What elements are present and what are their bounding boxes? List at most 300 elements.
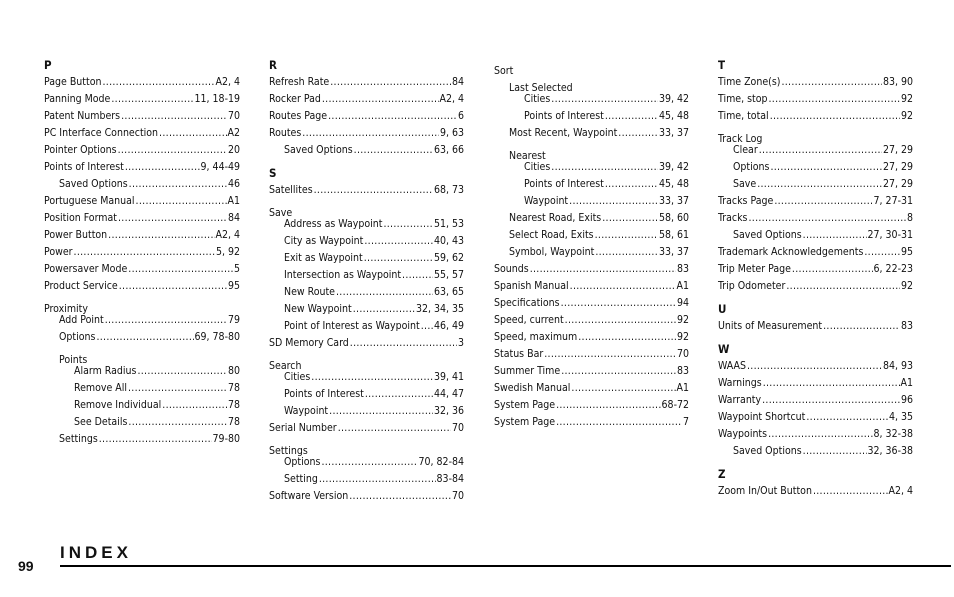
- dot-leader: [137, 363, 227, 380]
- entry-pages: 95: [227, 280, 240, 292]
- dot-leader: [321, 454, 417, 471]
- index-entry: [44, 380, 240, 397]
- dot-leader: [556, 397, 660, 414]
- dot-leader: [544, 346, 676, 363]
- entry-label: Speed, maximum: [494, 331, 578, 343]
- index-entry: [718, 426, 913, 443]
- entry-label: Saved Options: [59, 178, 128, 190]
- dot-leader: [99, 431, 212, 448]
- dot-leader: [565, 312, 676, 329]
- entry-label: Swedish Manual: [494, 382, 571, 394]
- dot-leader: [88, 346, 239, 363]
- entry-pages: 63, 66: [433, 144, 464, 156]
- entry-label: Remove Individual: [74, 399, 162, 411]
- index-entry: [494, 380, 689, 397]
- dot-leader: [762, 392, 900, 409]
- entry-label: Save: [269, 207, 293, 219]
- dot-leader: [561, 363, 676, 380]
- entry-pages: 32, 34, 35: [415, 303, 464, 315]
- index-entry: [44, 312, 240, 329]
- entry-label: Search: [269, 360, 302, 372]
- dot-leader: [128, 380, 227, 397]
- section-letter: S: [269, 166, 277, 180]
- entry-pages: 58, 61: [658, 229, 689, 241]
- entry-pages: 83: [676, 365, 689, 377]
- section-letter: T: [718, 58, 726, 72]
- dot-leader: [89, 295, 239, 312]
- entry-label: PC Interface Connection: [44, 127, 159, 139]
- dot-leader: [108, 227, 214, 244]
- index-entry: [44, 414, 240, 431]
- dot-leader: [74, 244, 215, 261]
- entry-pages: 46: [227, 178, 240, 190]
- entry-label: Waypoint: [284, 405, 329, 417]
- entry-label: Points: [59, 354, 88, 366]
- entry-label: Saved Options: [284, 144, 353, 156]
- index-entry: [718, 227, 913, 244]
- entry-pages: 70: [227, 110, 240, 122]
- index-entry: [718, 108, 913, 125]
- dot-leader: [350, 335, 457, 352]
- index-entry: [718, 193, 913, 210]
- entry-pages: A1: [676, 382, 689, 394]
- index-entry: [494, 193, 689, 210]
- dot-leader: [595, 244, 658, 261]
- entry-pages: 11, 18-19: [194, 93, 240, 105]
- index-entry: [269, 403, 464, 420]
- entry-label: Track Log: [718, 133, 763, 145]
- entry-label: Status Bar: [494, 348, 544, 360]
- index-entry: [44, 431, 240, 448]
- entry-pages: 83: [900, 320, 913, 332]
- entry-pages: 83-84: [436, 473, 464, 485]
- entry-pages: 45, 48: [658, 178, 689, 190]
- entry-label: Points of Interest: [284, 388, 364, 400]
- entry-pages: 95: [900, 246, 913, 258]
- index-entry: [44, 193, 240, 210]
- dot-leader: [770, 108, 900, 125]
- entry-pages: 39, 42: [658, 93, 689, 105]
- dot-leader: [768, 426, 872, 443]
- entry-pages: 80: [227, 365, 240, 377]
- entry-pages: 4, 35: [888, 411, 913, 423]
- index-entry: [44, 295, 240, 315]
- index-entry: [494, 397, 689, 414]
- dot-leader: [823, 318, 900, 335]
- index-entry: [269, 488, 464, 505]
- entry-pages: 92: [900, 93, 913, 105]
- dot-leader: [302, 352, 463, 369]
- entry-label: Symbol, Waypoint: [509, 246, 595, 258]
- entry-pages: 32, 36-38: [867, 445, 913, 457]
- index-entry: [44, 244, 240, 261]
- entry-label: Serial Number: [269, 422, 337, 434]
- entry-pages: 7: [682, 416, 689, 428]
- index-entry: [494, 91, 689, 108]
- index-entry: [44, 125, 240, 142]
- dot-leader: [129, 176, 227, 193]
- entry-label: Saved Options: [733, 445, 802, 457]
- entry-label: Address as Waypoint: [284, 218, 383, 230]
- dot-leader: [302, 125, 439, 142]
- index-entry: [44, 363, 240, 380]
- entry-label: Summer Time: [494, 365, 561, 377]
- index-entry: [494, 159, 689, 176]
- index-entry: [494, 295, 689, 312]
- index-entry: [269, 420, 464, 437]
- index-entry: [269, 267, 464, 284]
- index-entry: [494, 312, 689, 329]
- dot-leader: [354, 142, 433, 159]
- entry-pages: 27, 30-31: [867, 229, 913, 241]
- entry-label: Portuguese Manual: [44, 195, 135, 207]
- entry-label: Nearest: [509, 150, 546, 162]
- dot-leader: [763, 125, 912, 142]
- entry-pages: 84: [227, 212, 240, 224]
- entry-label: Points of Interest: [44, 161, 124, 173]
- index-entry: [718, 409, 913, 426]
- dot-leader: [125, 159, 200, 176]
- entry-label: Save: [733, 178, 757, 190]
- dot-leader: [311, 369, 433, 386]
- dot-leader: [96, 329, 193, 346]
- entry-label: Powersaver Mode: [44, 263, 128, 275]
- dot-leader: [364, 233, 433, 250]
- section-letter: R: [269, 58, 277, 72]
- dot-leader: [118, 142, 227, 159]
- entry-label: Intersection as Waypoint: [284, 269, 402, 281]
- dot-leader: [570, 278, 676, 295]
- entry-pages: 83: [676, 263, 689, 275]
- index-entry: [44, 159, 240, 176]
- dot-leader: [319, 471, 436, 488]
- entry-label: See Details: [74, 416, 128, 428]
- entry-pages: A1: [900, 377, 913, 389]
- entry-pages: 96: [900, 394, 913, 406]
- dot-leader: [322, 91, 439, 108]
- index-entry: [718, 278, 913, 295]
- entry-pages: 9, 63: [439, 127, 464, 139]
- index-entry: [269, 284, 464, 301]
- entry-pages: 69, 78-80: [194, 331, 240, 343]
- index-entry: [494, 329, 689, 346]
- entry-label: Points of Interest: [524, 110, 604, 122]
- dot-leader: [806, 409, 888, 426]
- dot-leader: [578, 329, 676, 346]
- dot-leader: [803, 443, 867, 460]
- index-entry: [718, 159, 913, 176]
- dot-leader: [551, 91, 658, 108]
- dot-leader: [786, 278, 900, 295]
- dot-leader: [330, 74, 451, 91]
- index-entry: [494, 227, 689, 244]
- entry-pages: 79: [227, 314, 240, 326]
- entry-pages: 70: [451, 422, 464, 434]
- entry-label: Spanish Manual: [494, 280, 569, 292]
- entry-label: SD Memory Card: [269, 337, 349, 349]
- entry-label: WAAS: [718, 360, 746, 372]
- entry-label: Satellites: [269, 184, 313, 196]
- entry-label: Units of Measurement: [718, 320, 823, 332]
- index-entry: [494, 108, 689, 125]
- entry-pages: 78: [227, 399, 240, 411]
- entry-label: Settings: [269, 445, 308, 457]
- entry-pages: A1: [227, 195, 240, 207]
- entry-label: Routes: [269, 127, 302, 139]
- index-entry: [718, 244, 913, 261]
- entry-label: Options: [733, 161, 770, 173]
- entry-label: Refresh Rate: [269, 76, 330, 88]
- entry-label: Specifications: [494, 297, 560, 309]
- dot-leader: [774, 193, 872, 210]
- dot-leader: [402, 267, 433, 284]
- index-entry: [269, 335, 464, 352]
- dot-leader: [605, 176, 658, 193]
- entry-label: Page Button: [44, 76, 102, 88]
- index-entry: [44, 176, 240, 193]
- entry-pages: A2, 4: [215, 76, 240, 88]
- entry-label: Cities: [524, 93, 551, 105]
- index-entry: [494, 278, 689, 295]
- entry-label: Options: [284, 456, 321, 468]
- section-letter: Z: [718, 467, 726, 481]
- dot-leader: [314, 182, 433, 199]
- dot-leader: [118, 210, 227, 227]
- index-entry: [44, 91, 240, 108]
- entry-label: Routes Page: [269, 110, 328, 122]
- entry-label: Rocker Pad: [269, 93, 321, 105]
- index-entry: [269, 437, 464, 457]
- entry-label: Position Format: [44, 212, 117, 224]
- page-number: 99: [18, 558, 34, 574]
- entry-pages: 92: [900, 110, 913, 122]
- entry-pages: 92: [676, 331, 689, 343]
- index-entry: [718, 125, 913, 145]
- entry-label: Waypoints: [718, 428, 768, 440]
- index-entry: [269, 91, 464, 108]
- index-entry: [718, 443, 913, 460]
- index-entry: [494, 142, 689, 162]
- dot-leader: [309, 437, 463, 454]
- entry-label: Patent Numbers: [44, 110, 121, 122]
- dot-leader: [364, 250, 433, 267]
- dot-leader: [162, 397, 227, 414]
- dot-leader: [159, 125, 226, 142]
- index-entry: [44, 329, 240, 346]
- entry-label: Exit as Waypoint: [284, 252, 363, 264]
- dot-leader: [128, 261, 233, 278]
- dot-leader: [121, 108, 227, 125]
- index-column-3: [494, 57, 689, 431]
- dot-leader: [769, 91, 900, 108]
- entry-pages: 70: [451, 490, 464, 502]
- entry-label: System Page: [494, 416, 556, 428]
- index-entry: [44, 346, 240, 366]
- entry-label: Time Zone(s): [718, 76, 781, 88]
- entry-label: Last Selected: [509, 82, 573, 94]
- entry-pages: 27, 29: [882, 161, 913, 173]
- entry-pages: A1: [676, 280, 689, 292]
- entry-label: Tracks Page: [718, 195, 774, 207]
- entry-pages: A2, 4: [888, 485, 913, 497]
- entry-label: Point of Interest as Waypoint: [284, 320, 420, 332]
- dot-leader: [595, 227, 658, 244]
- dot-leader: [747, 358, 882, 375]
- entry-pages: 44, 47: [433, 388, 464, 400]
- index-column-1: [44, 57, 240, 448]
- index-entry: [269, 318, 464, 335]
- entry-label: Add Point: [59, 314, 104, 326]
- entry-pages: 8: [906, 212, 913, 224]
- dot-leader: [763, 375, 900, 392]
- dot-leader: [514, 57, 688, 74]
- index-entry: [269, 454, 464, 471]
- entry-pages: 70, 82-84: [418, 456, 464, 468]
- index-entry: [44, 210, 240, 227]
- index-entry: [269, 471, 464, 488]
- index-entry: [269, 125, 464, 142]
- index-entry: [718, 358, 913, 375]
- entry-label: Proximity: [44, 303, 88, 315]
- index-entry: [494, 261, 689, 278]
- entry-label: Setting: [284, 473, 318, 485]
- index-entry: [44, 227, 240, 244]
- entry-label: Waypoint Shortcut: [718, 411, 806, 423]
- dot-leader: [813, 483, 888, 500]
- index-entry: [494, 74, 689, 94]
- entry-pages: 68-72: [661, 399, 689, 411]
- entry-pages: A2, 4: [215, 229, 240, 241]
- dot-leader: [136, 193, 227, 210]
- entry-label: City as Waypoint: [284, 235, 364, 247]
- entry-pages: 92: [676, 314, 689, 326]
- dot-leader: [605, 108, 658, 125]
- dot-leader: [338, 420, 451, 437]
- index-entry: [494, 244, 689, 261]
- index-entry: [269, 216, 464, 233]
- index-entry: [44, 74, 240, 91]
- index-entry: [718, 375, 913, 392]
- entry-pages: 39, 41: [433, 371, 464, 383]
- entry-label: Speed, current: [494, 314, 564, 326]
- entry-pages: A2, 4: [439, 93, 464, 105]
- index-entry: [269, 74, 464, 91]
- entry-label: Waypoint: [524, 195, 569, 207]
- entry-pages: 40, 43: [433, 235, 464, 247]
- entry-pages: 92: [900, 280, 913, 292]
- entry-pages: 6: [457, 110, 464, 122]
- index-entry: [494, 346, 689, 363]
- entry-pages: 27, 29: [882, 178, 913, 190]
- dot-leader: [328, 108, 457, 125]
- entry-label: Power Button: [44, 229, 108, 241]
- entry-pages: 94: [676, 297, 689, 309]
- dot-leader: [556, 414, 682, 431]
- entry-label: Sounds: [494, 263, 529, 275]
- entry-pages: 63, 65: [433, 286, 464, 298]
- entry-pages: 84: [451, 76, 464, 88]
- entry-label: Power: [44, 246, 73, 258]
- index-entry: [269, 369, 464, 386]
- dot-leader: [421, 318, 433, 335]
- entry-label: Pointer Options: [44, 144, 117, 156]
- entry-label: Zoom In/Out Button: [718, 485, 812, 497]
- entry-label: New Waypoint: [284, 303, 352, 315]
- index-entry: [494, 210, 689, 227]
- dot-leader: [574, 74, 688, 91]
- dot-leader: [353, 301, 415, 318]
- entry-pages: 8, 32-38: [873, 428, 913, 440]
- section-title: INDEX: [60, 543, 132, 562]
- entry-label: System Page: [494, 399, 556, 411]
- entry-label: Time, total: [718, 110, 769, 122]
- entry-label: Nearest Road, Exits: [509, 212, 602, 224]
- entry-label: Tracks: [718, 212, 748, 224]
- entry-pages: 70: [676, 348, 689, 360]
- entry-label: Clear: [733, 144, 758, 156]
- index-entry: [718, 176, 913, 193]
- entry-pages: 3: [457, 337, 464, 349]
- entry-label: Select Road, Exits: [509, 229, 594, 241]
- entry-pages: 33, 37: [658, 246, 689, 258]
- dot-leader: [365, 386, 433, 403]
- entry-label: Warranty: [718, 394, 762, 406]
- index-entry: [718, 142, 913, 159]
- entry-pages: 45, 48: [658, 110, 689, 122]
- index-entry: [269, 182, 464, 199]
- dot-leader: [602, 210, 658, 227]
- index-entry: [44, 397, 240, 414]
- entry-label: Software Version: [269, 490, 349, 502]
- entry-pages: 5: [233, 263, 240, 275]
- entry-pages: 78: [227, 382, 240, 394]
- dot-leader: [551, 159, 658, 176]
- section-letter: U: [718, 302, 727, 316]
- dot-leader: [349, 488, 451, 505]
- dot-leader: [864, 244, 900, 261]
- index-entry: [494, 176, 689, 193]
- entry-pages: 32, 36: [433, 405, 464, 417]
- entry-pages: 55, 57: [433, 269, 464, 281]
- index-entry: [269, 250, 464, 267]
- entry-pages: 33, 37: [658, 195, 689, 207]
- entry-pages: 58, 60: [658, 212, 689, 224]
- entry-pages: 6, 22-23: [873, 263, 913, 275]
- entry-pages: A2: [227, 127, 240, 139]
- dot-leader: [781, 74, 882, 91]
- index-column-2: [269, 57, 464, 505]
- entry-pages: 39, 42: [658, 161, 689, 173]
- dot-leader: [770, 159, 882, 176]
- dot-leader: [383, 216, 433, 233]
- index-entry: [718, 91, 913, 108]
- index-entry: [269, 199, 464, 219]
- entry-pages: 59, 62: [433, 252, 464, 264]
- index-entry: [269, 352, 464, 372]
- entry-pages: 79-80: [212, 433, 240, 445]
- dot-leader: [336, 284, 433, 301]
- dot-leader: [618, 125, 658, 142]
- entry-pages: 51, 53: [433, 218, 464, 230]
- index-entry: [718, 210, 913, 227]
- entry-label: Trip Odometer: [718, 280, 786, 292]
- dot-leader: [748, 210, 906, 227]
- index-entry: [718, 318, 913, 335]
- entry-label: Cities: [284, 371, 311, 383]
- index-entry: [494, 57, 689, 77]
- dot-leader: [759, 142, 882, 159]
- entry-label: Product Service: [44, 280, 118, 292]
